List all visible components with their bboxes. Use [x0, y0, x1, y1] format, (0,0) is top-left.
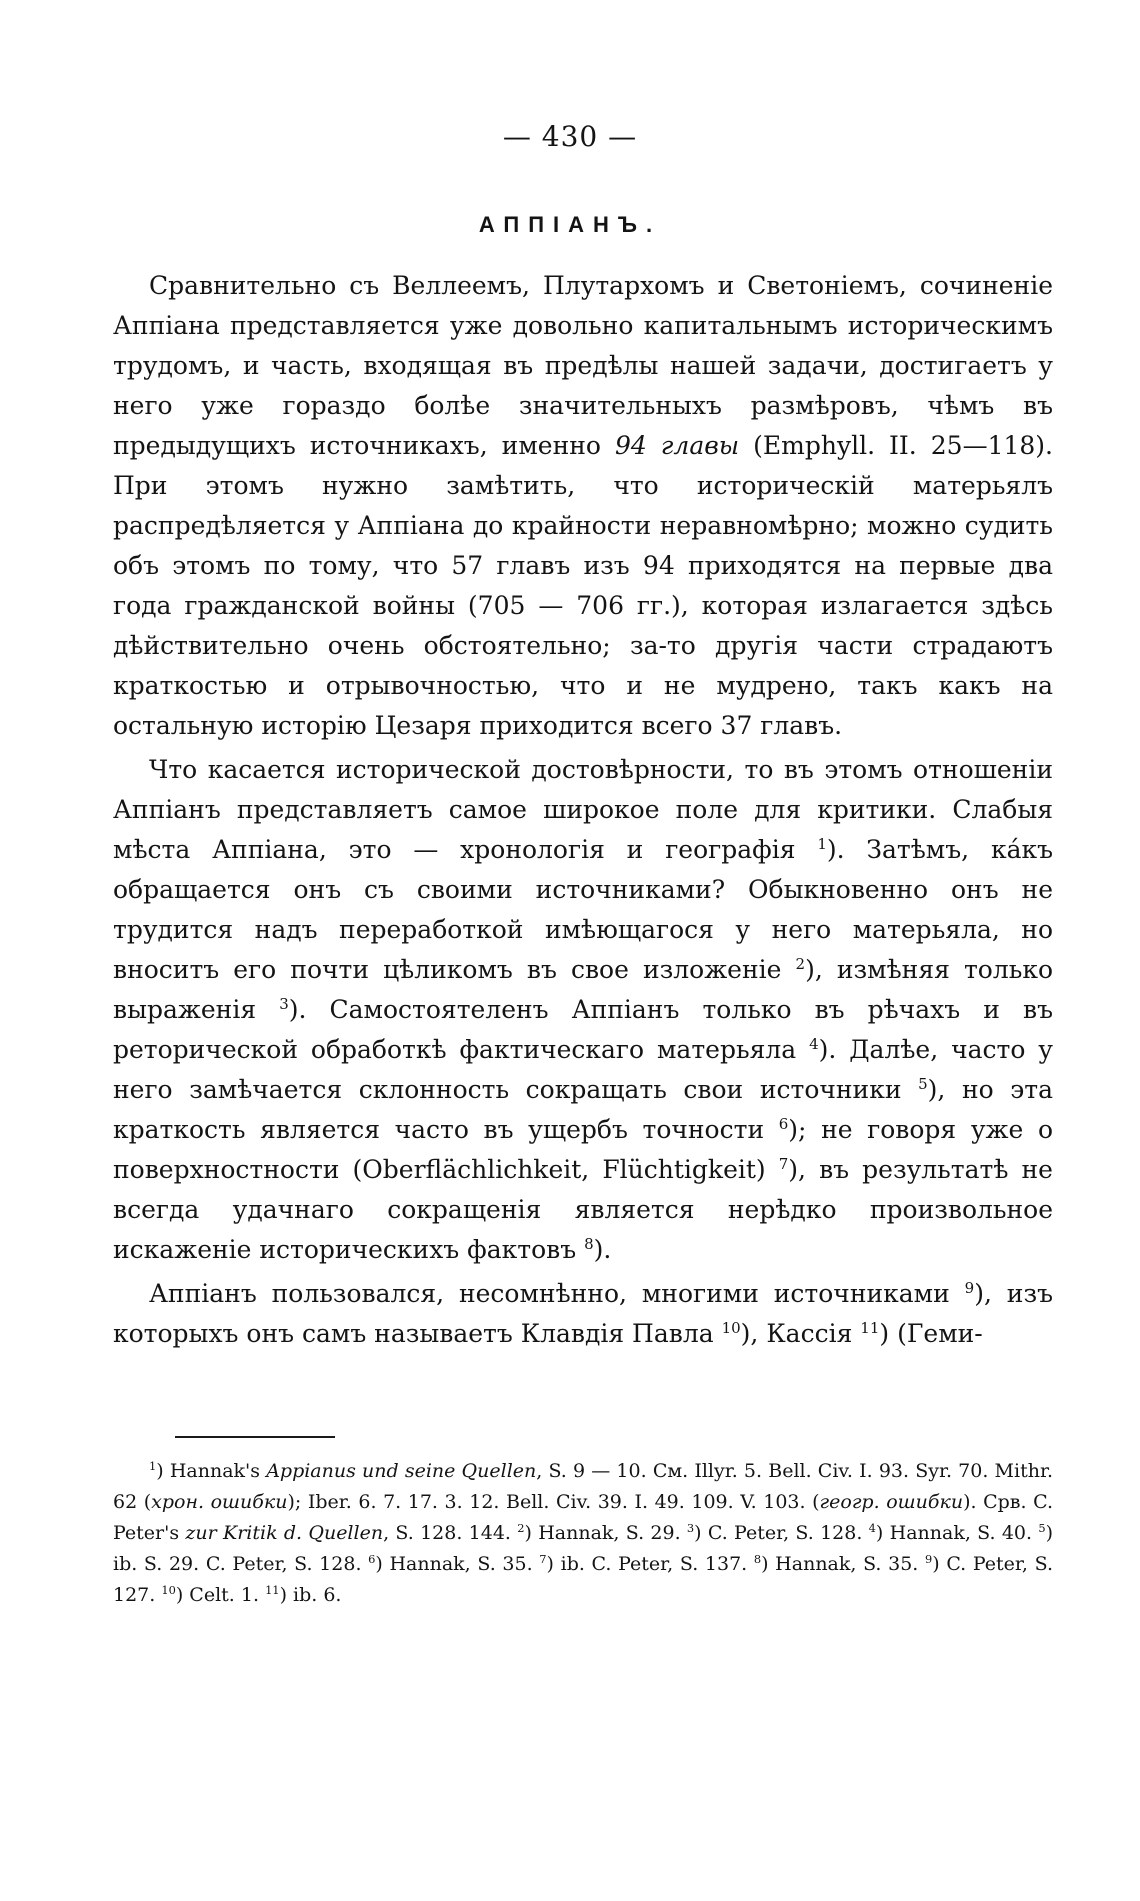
footnote-text: ) ib. 6. [279, 1584, 342, 1606]
footnote-ref: 4 [809, 1035, 819, 1053]
paragraph-text: ), измѣняя только выраженія [113, 955, 1053, 1024]
paragraph-text: ), изъ которыхъ онъ самъ называетъ Клавдія Павла [113, 1279, 1053, 1348]
footnote-ref: 2 [795, 955, 806, 973]
footnote-text: ) ib. S. 29. C. Peter, S. 128. [113, 1522, 1053, 1575]
footnote-marker: 8 [753, 1552, 762, 1567]
footnote-divider [175, 1436, 335, 1438]
footnote-marker: 9 [925, 1552, 933, 1567]
emphasis-text: 94 главы [614, 431, 740, 460]
footnote-text: ) Hannak, S. 35. [375, 1553, 540, 1575]
footnote-text: ) Hannak, S. 40. [875, 1522, 1039, 1544]
paragraph-text: Аппіанъ пользовался, несомнѣнно, многими источниками [149, 1279, 965, 1308]
footnote-ref: 8 [584, 1235, 594, 1253]
paragraph-text: (Emphyll. II. 25—118). При этомъ нужно замѣтить, что историческій матерьялъ распредѣляется у Аппіана до крайности неравномѣрно; можно судить объ этомъ по тому, что 57 главъ изъ 94 приходятся на первые два года гражданской войны (705 — 706 гг.), которая излагается здѣсь дѣйствительно очень обстоятельно; за-то другія части страдаютъ краткостью и отрывочностью, что и не мудрено, такъ какъ на остальную исторію Цезаря приходится всего 37 главъ. [113, 431, 1053, 740]
footnote-ref: 9 [964, 1279, 975, 1297]
footnote-ref: 7 [778, 1155, 789, 1173]
footnote-italic: хрон. ошибки [151, 1491, 288, 1513]
footnote-marker: 6 [368, 1552, 376, 1567]
paragraph-text: Сравнительно съ Веллеемъ, Плутархомъ и Светоніемъ, сочиненіе Аппіана представляется уже довольно капитальнымъ историческимъ трудомъ, и часть, входящая въ предѣлы нашей задачи, достигаетъ у него уже гораздо болѣе значительныхъ размѣровъ, чѣмъ въ предыдущихъ источникахъ, именно [113, 271, 1053, 460]
footnote-text: , S. 9 — 10. См. Illyr. 5. Bell. Civ. I. 93. Syr. 70. Mithr. 62 ( [113, 1460, 1053, 1513]
footnote-text: ) C. Peter, S. 128. [694, 1522, 869, 1544]
page-number: — 430 — [502, 120, 638, 153]
footnote-text: ) Hannak's [156, 1460, 267, 1482]
footnote-ref: 11 [860, 1319, 880, 1337]
paragraph-text: ); не говоря уже о поверхностности (Oberflächlichkeit, Flüchtigkeit) [113, 1115, 1053, 1184]
footnote-ref: 10 [721, 1319, 741, 1337]
footnote-ref: 5 [918, 1075, 928, 1093]
paragraph-3 [113, 1274, 1053, 1354]
section-title: АППІАНЪ. [478, 212, 662, 237]
paragraph-text: ), но эта краткость является часто въ ущербъ точности [113, 1075, 1053, 1144]
footnote-block [113, 1456, 1053, 1611]
footnote-text: ); Iber. 6. 7. 17. 3. 12. Bell. Civ. 39. I. 49. 109. V. 103. ( [287, 1491, 820, 1513]
paragraph-text: ), Кассія [740, 1319, 861, 1348]
footnote-ref: 6 [778, 1115, 789, 1133]
footnote-text: ) Hannak, S. 29. [524, 1522, 687, 1544]
footnote-marker: 1 [149, 1459, 157, 1474]
footnote-text: ) Celt. 1. [175, 1584, 266, 1606]
footnote-marker: 4 [868, 1521, 876, 1536]
paragraph-2 [113, 750, 1053, 1270]
paragraph-text: ). Самостоятеленъ Аппіанъ только въ рѣчахъ и въ реторической обработкѣ фактическаго матерьяла [113, 995, 1053, 1064]
main-text [113, 266, 1053, 1358]
paragraph-text: ) (Геми- [879, 1319, 983, 1348]
footnote-italic: геогр. ошибки [819, 1491, 964, 1513]
footnote-marker: 11 [265, 1583, 280, 1598]
paragraph-text: ). Далѣе, часто у него замѣчается склонность сокращать свои источники [113, 1035, 1054, 1104]
footnote-text: ). Срв. C. Peter's [113, 1491, 1053, 1544]
footnote-marker: 3 [686, 1521, 695, 1536]
footnote-text: ) Hannak, S. 35. [761, 1553, 925, 1575]
footnote-ref: 1 [817, 835, 827, 853]
paragraph-text: ). [593, 1235, 612, 1264]
paragraph-text: Что касается исторической достовѣрности, то въ этомъ отношеніи Аппіанъ представляетъ самое широкое поле для критики. Слабыя мѣста Аппіана, это — хронологія и географія [113, 755, 1053, 864]
paragraph-1 [113, 266, 1053, 746]
footnote-italic: Appianus und seine Quellen [266, 1460, 537, 1482]
paragraph-text: ). Затѣмъ, ка́къ обращается онъ съ своими источниками? Обыкновенно онъ не трудится надъ переработкой имѣющагося у него матерьяла, но вноситъ его почти цѣликомъ въ свое изложеніе [113, 835, 1054, 984]
footnote-text: ) C. Peter, S. 127. [113, 1553, 1053, 1606]
footnote-marker: 2 [517, 1521, 525, 1536]
footnote-marker: 5 [1038, 1521, 1046, 1536]
footnote-text: , S. 128. 144. [383, 1522, 518, 1544]
footnote-marker: 7 [539, 1552, 547, 1567]
footnotes [113, 1456, 1053, 1611]
footnote-ref: 3 [279, 995, 289, 1013]
paragraph-text: ), въ результатѣ не всегда удачнаго сокращенія является нерѣдко произвольное искаженіе историческихъ фактовъ [113, 1155, 1053, 1264]
footnote-text: ) ib. C. Peter, S. 137. [546, 1553, 754, 1575]
footnote-italic: zur Kritik d. Quellen [185, 1522, 384, 1544]
footnote-marker: 10 [161, 1583, 176, 1598]
